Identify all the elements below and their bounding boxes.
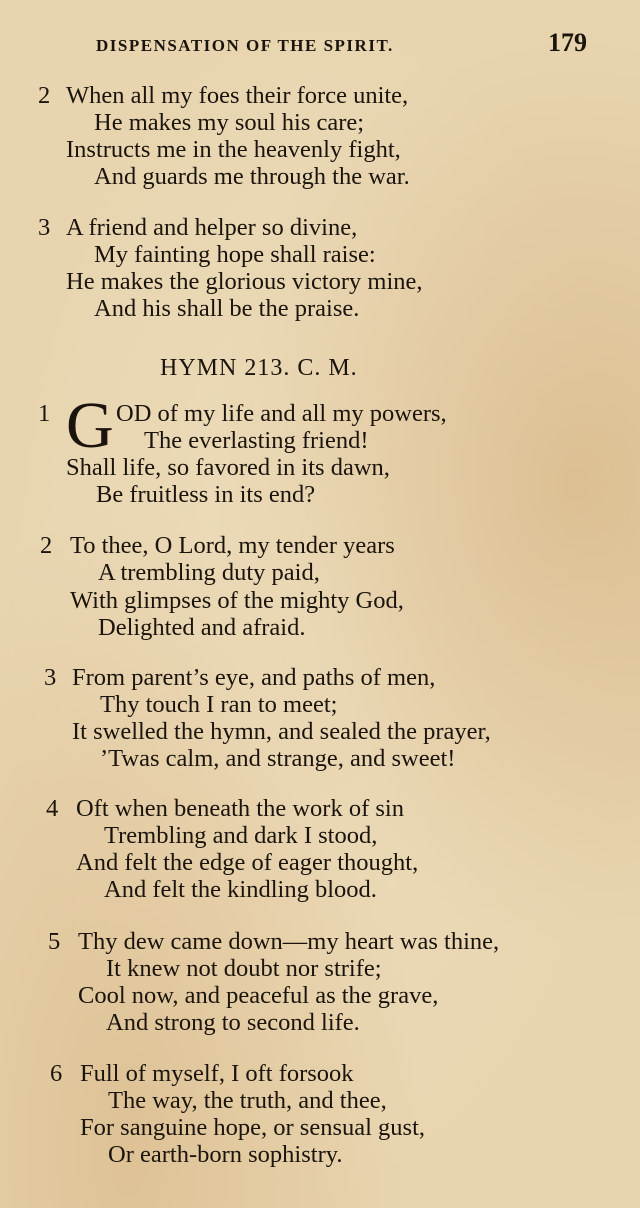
verse-line: A friend and helper so divine, — [66, 214, 358, 241]
verse-line: Instructs me in the heavenly fight, — [66, 136, 401, 163]
verse-line: It swelled the hymn, and sealed the prayer, — [72, 718, 491, 745]
hymn-title: HYMN 213. C. M. — [160, 355, 358, 381]
verse-line: And felt the edge of eager thought, — [76, 849, 419, 876]
verse-line: For sanguine hope, or sensual gust, — [80, 1114, 425, 1141]
verse-line: OD of my life and all my powers, — [116, 400, 447, 427]
verse-line: A trembling duty paid, — [98, 559, 320, 586]
page-number: 179 — [548, 28, 587, 57]
verse-line: My fainting hope shall raise: — [94, 241, 376, 268]
verse-line: And felt the kindling blood. — [104, 876, 377, 903]
verse-number: 6 — [50, 1060, 63, 1087]
verse-line: Full of myself, I oft forsook — [80, 1060, 354, 1087]
verse-line: Delighted and afraid. — [98, 614, 306, 641]
verse-line: ’Twas calm, and strange, and sweet! — [100, 745, 456, 772]
verse-line: He makes the glorious victory mine, — [66, 268, 423, 295]
verse-line: He makes my soul his care; — [94, 109, 365, 136]
verse-line: Be fruitless in its end? — [96, 481, 316, 508]
verse-line: It knew not doubt nor strife; — [106, 955, 382, 982]
verse-line: Cool now, and peaceful as the grave, — [78, 982, 439, 1009]
verse-number: 3 — [44, 664, 57, 691]
verse-line: With glimpses of the mighty God, — [70, 587, 404, 614]
verse-number: 5 — [48, 928, 61, 955]
verse-line: And strong to second life. — [106, 1009, 360, 1036]
verse-line: Trembling and dark I stood, — [104, 822, 378, 849]
verse-line: The everlasting friend! — [144, 427, 369, 454]
verse-number: 2 — [38, 82, 51, 109]
verse-line: And guards me through the war. — [94, 163, 410, 190]
verse-line: Thy dew came down—my heart was thine, — [78, 928, 500, 955]
verse-line: To thee, O Lord, my tender years — [70, 532, 395, 559]
verse-number: 1 — [38, 400, 51, 427]
verse-number: 3 — [38, 214, 51, 241]
verse-line: The way, the truth, and thee, — [108, 1087, 387, 1114]
running-head: DISPENSATION OF THE SPIRIT. — [96, 36, 394, 55]
verse-line: Or earth-born sophistry. — [108, 1141, 343, 1168]
verse-line: And his shall be the praise. — [94, 295, 360, 322]
verse-line: Shall life, so favored in its dawn, — [66, 454, 390, 481]
verse-number: 2 — [40, 532, 53, 559]
verse-number: 4 — [46, 795, 59, 822]
verse-line: Thy touch I ran to meet; — [100, 691, 338, 718]
drop-cap: G — [66, 389, 114, 462]
verse-line: When all my foes their force unite, — [66, 82, 409, 109]
verse-line: From parent’s eye, and paths of men, — [72, 664, 436, 691]
verse-line: Oft when beneath the work of sin — [76, 795, 404, 822]
